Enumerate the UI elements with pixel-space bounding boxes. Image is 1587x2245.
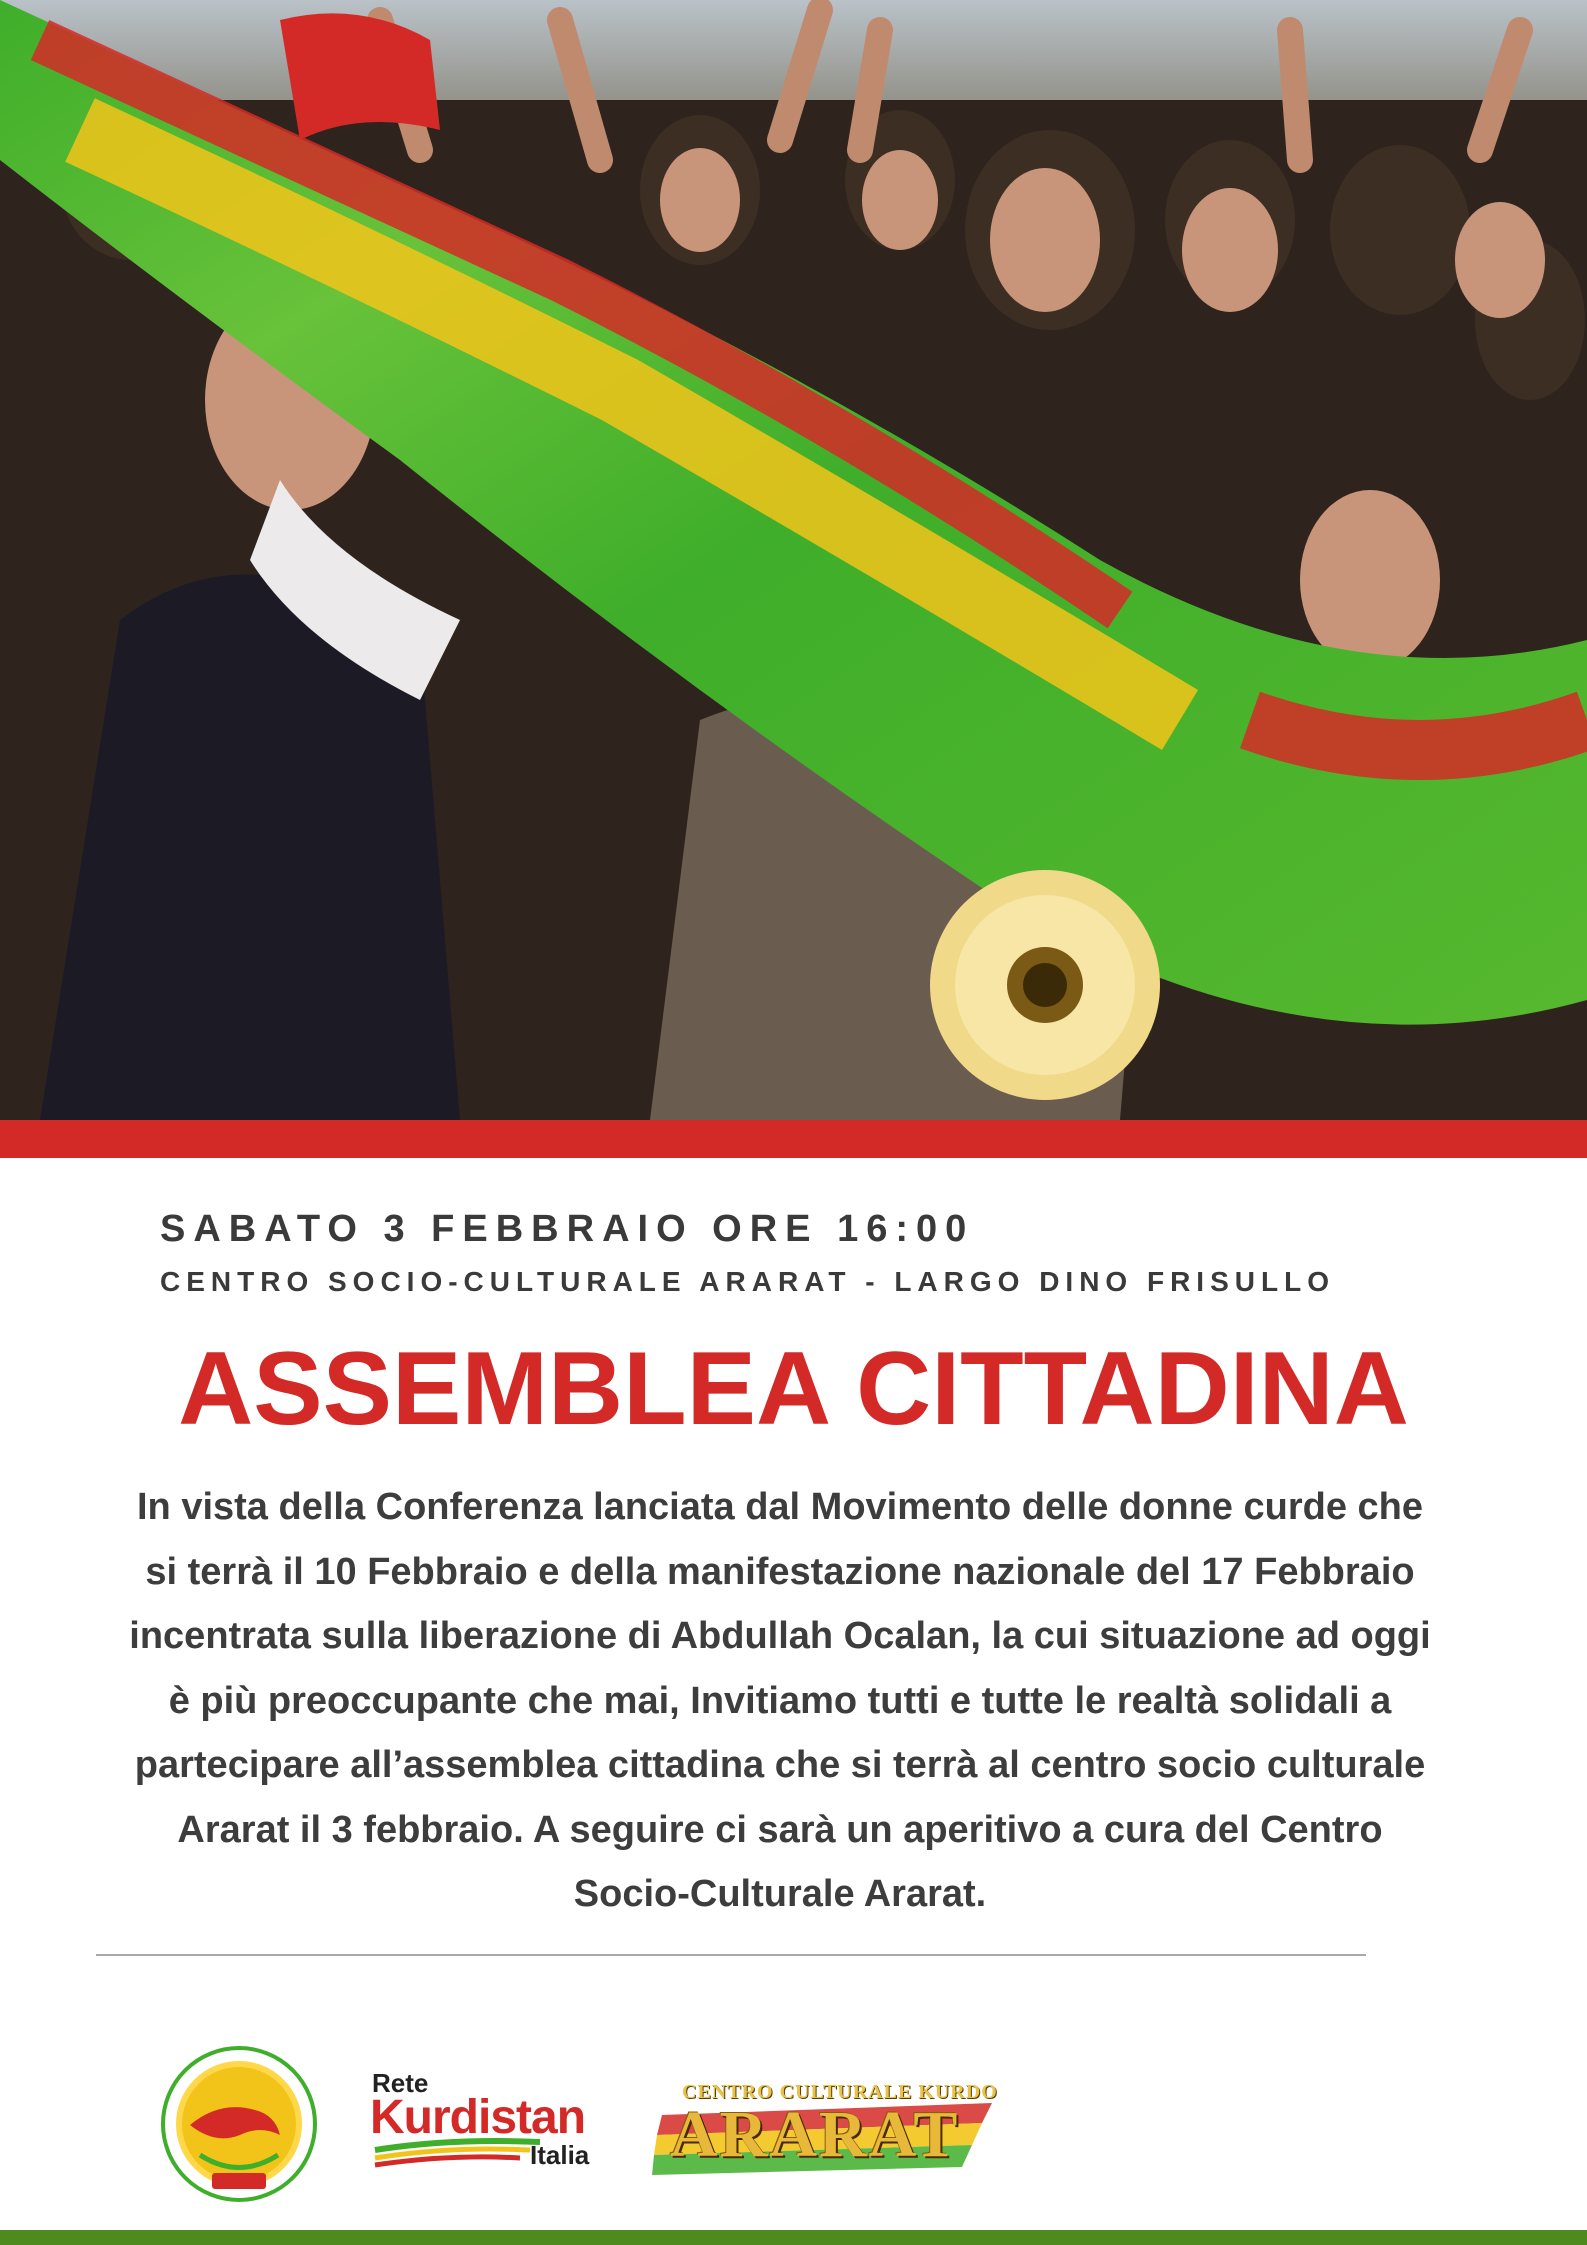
ararat-logo-main: ARARAT (670, 2098, 960, 2171)
rete-logo-sub: Italia (530, 2140, 590, 2170)
rete-kurdistan-logo (370, 2068, 610, 2178)
event-description: In vista della Conferenza lanciata dal Movimento delle donne curde che si terrà il 10 Febbraio e della manifestazione nazionale del 17 Febbraio incentrata sulla liberazione di Abdullah Ocalan, la cui situazione ad oggi è più preoccupante che mai, Invitiamo tutti e tutte le realtà solidali a partecipare all’assemblea cittadina che si terrà al centro socio culturale Ararat il 3 febbraio. A seguire ci sarà un aperitivo a cura del Centro Socio-Culturale Ararat. (129, 1486, 1431, 1915)
uiki-logo (160, 2045, 318, 2203)
crowd-photo-illustration (0, 0, 1587, 1120)
footer-green-bar (0, 2230, 1587, 2245)
event-venue: CENTRO SOCIO-CULTURALE ARARAT - LARGO DINO FRISULLO (160, 1266, 1335, 1297)
hero-photo (0, 0, 1587, 1120)
uiki-emblem-icon (160, 2045, 318, 2203)
rete-logo-big: Kurdistan (370, 2091, 586, 2144)
event-date-time: SABATO 3 FEBBRAIO ORE 16:00 (160, 1208, 975, 1250)
ararat-logo (652, 2075, 1002, 2185)
red-accent-bar (0, 1120, 1587, 1158)
page-title: ASSEMBLEA CITTADINA (178, 1331, 1409, 1447)
divider (96, 1954, 1366, 1956)
ararat-logo-top: CENTRO CULTURALE KURDO (682, 2081, 998, 2103)
rete-logo-small: Rete (372, 2068, 429, 2098)
